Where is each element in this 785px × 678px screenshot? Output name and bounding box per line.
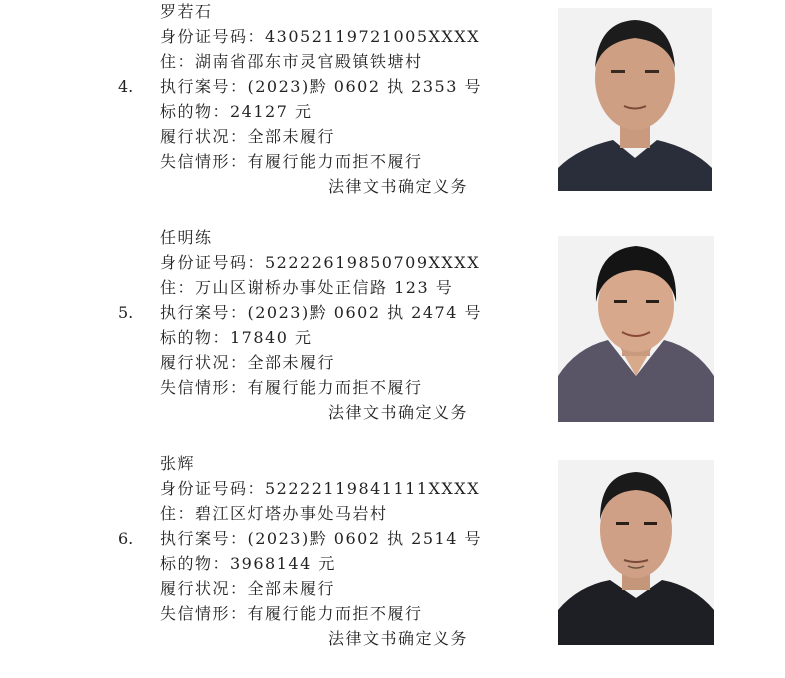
- entry-name: 任明练: [160, 228, 213, 247]
- entry-subject-amount: 标的物：17840 元: [160, 328, 313, 347]
- entry-case-number: 执行案号：(2023)黔 0602 执 2353 号: [160, 77, 482, 96]
- portrait-photo: [558, 8, 712, 191]
- entry-subject-amount: 标的物：24127 元: [160, 102, 313, 121]
- entry-performance-status: 履行状况：全部未履行: [160, 353, 336, 372]
- portrait-photo: [558, 460, 714, 645]
- entry-name: 罗若石: [160, 2, 213, 21]
- entry-address: 住：碧江区灯塔办事处马岩村: [160, 504, 388, 523]
- entry-dishonest-reason-cont: 法律文书确定义务: [328, 403, 469, 422]
- debtor-entry-6: [0, 452, 785, 678]
- entry-dishonest-reason-cont: 法律文书确定义务: [328, 177, 469, 196]
- entry-name: 张辉: [160, 454, 196, 473]
- portrait-photo: [558, 236, 714, 422]
- entry-number: 6.: [118, 529, 134, 548]
- entry-number: 5.: [118, 303, 134, 322]
- entry-address: 住：万山区谢桥办事处正信路 123 号: [160, 278, 454, 297]
- entry-id-number: 身份证号码：52222119841111XXXX: [160, 479, 481, 498]
- entry-case-number: 执行案号：(2023)黔 0602 执 2474 号: [160, 303, 482, 322]
- entry-number: 4.: [118, 77, 134, 96]
- entry-id-number: 身份证号码：43052119721005XXXX: [160, 27, 481, 46]
- entry-performance-status: 履行状况：全部未履行: [160, 579, 336, 598]
- entry-dishonest-reason: 失信情形：有履行能力而拒不履行: [160, 152, 423, 171]
- entry-dishonest-reason-cont: 法律文书确定义务: [328, 629, 469, 648]
- entry-id-number: 身份证号码：52222619850709XXXX: [160, 253, 481, 272]
- entry-address: 住：湖南省邵东市灵官殿镇铁塘村: [160, 52, 423, 71]
- debtor-entry-4: [0, 0, 785, 226]
- entry-dishonest-reason: 失信情形：有履行能力而拒不履行: [160, 604, 423, 623]
- entry-case-number: 执行案号：(2023)黔 0602 执 2514 号: [160, 529, 482, 548]
- entry-performance-status: 履行状况：全部未履行: [160, 127, 336, 146]
- entry-subject-amount: 标的物：3968144 元: [160, 554, 336, 573]
- entry-dishonest-reason: 失信情形：有履行能力而拒不履行: [160, 378, 423, 397]
- debtor-entry-5: [0, 226, 785, 452]
